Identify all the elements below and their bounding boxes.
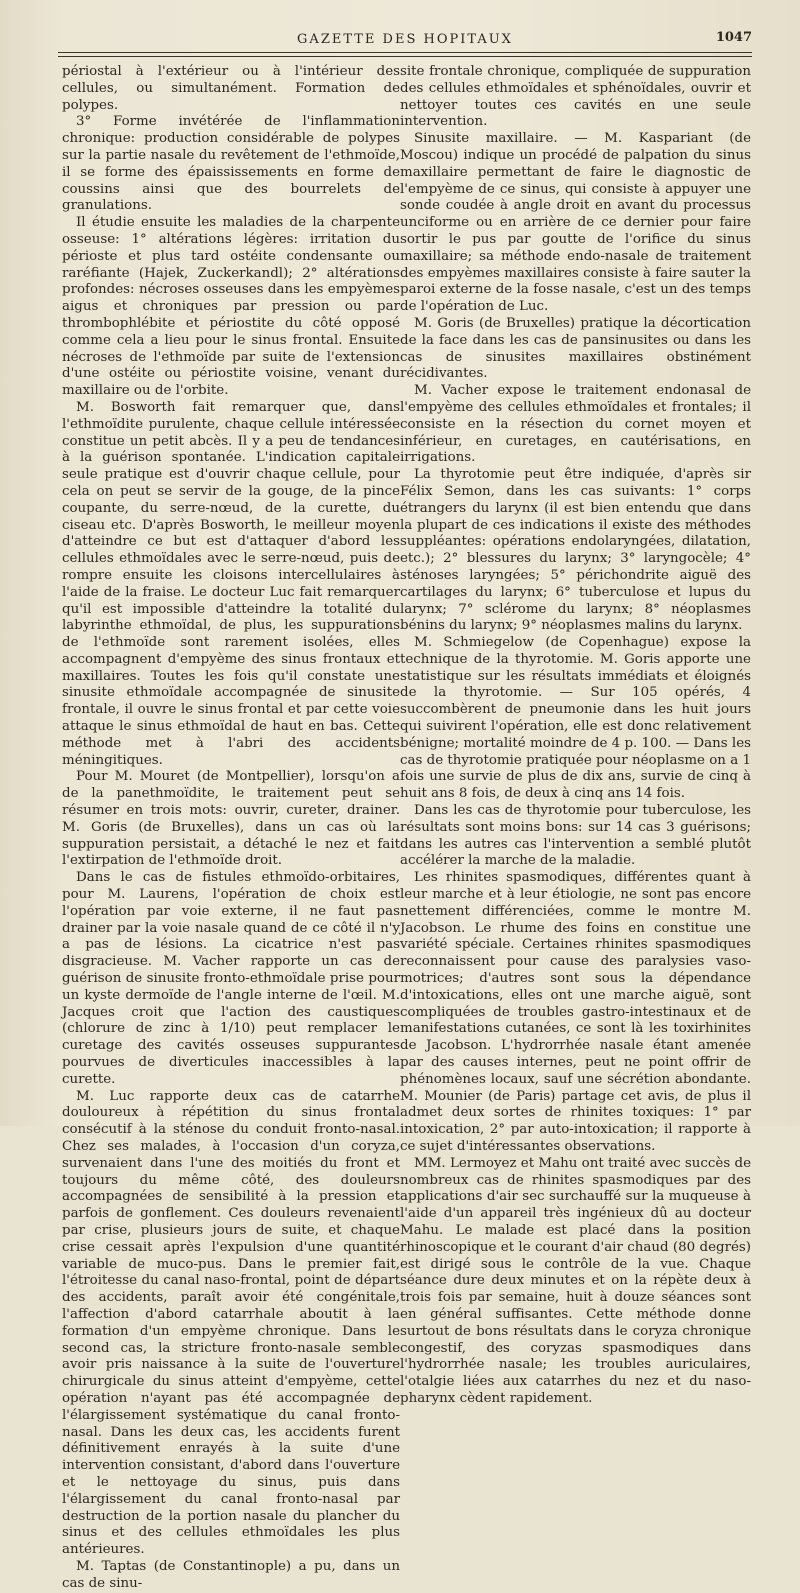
paragraph: M. Goris (de Bruxelles) pratique la décortication de la face dans les cas de pansinusites ou dans les cas de sinusites maxillaires obstinément récidivantes. [400, 315, 751, 382]
paragraph: Les rhinites spasmodiques, différentes quant à leur marche et à leur étiologie, ne sont pas encore nettement différenciées, comme le montre M. Jacobson. Le rhume des foins en constitue une variété spéciale. Certaines rhinites spasmodiques reconnaissent pour cause des paralysies vaso-motrices; d'autres sont sous la dépendance d'intoxications, elles ont une marche aiguë, sont compliquées de troubles gastro-intestinaux et de manifestations cutanées, ce sont là les toxirhinites de Jacobson. L'hydrorrhée nasale étant amenée par des causes internes, peut ne point offrir de phénomènes locaux, sauf une sécrétion abondante. M. Mounier (de Paris) partage cet avis, de plus il admet deux sortes de rhinites toxiques: 1° par intoxication, 2° par auto-intoxication; il rapporte à ce sujet d'intéressantes observations. [400, 870, 751, 1154]
paragraph: M. Bosworth fait remarquer que, dans l'ethmoïdite purulente, chaque cellule intéressée constitue un petit abcès. Il y a peu de tendances à la guérison spontanée. L'indication capitale seule pratique est d'ouvrir chaque cellule, pour cela on peut se servir de la gouge, de la pince coupante, du serre-nœud, de la curette, du ciseau etc. D'après Bosworth, le meilleur moyen d'atteindre ce but est d'attaquer d'abord les cellules ethmoïdales avec le serre-nœud, puis de rompre ensuite les cloisons intercellulaires à l'aide de la fraise. Le docteur Luc fait remarquer qu'il est impossible d'atteindre la totalité du labyrinthe ethmoïdal, de plus, les suppurations de l'ethmoïde sont rarement isolées, elles accompagnent d'empyème des sinus frontaux et maxillaires. Toutes les fois qu'il constate une sinusite ethmoïdale accompagnée de sinusite frontale, il ouvre le sinus frontal et par cette voie attaque le sinus ethmoïdal de haut en bas. Cette méthode met à l'abri des accidents méningitiques. [62, 399, 400, 768]
paragraph: M. Taptas (de Constantinople) a pu, dans un cas de sinu- [62, 1558, 400, 1591]
paragraph: Il étudie ensuite les maladies de la charpente osseuse: 1° altérations légères: irritation du périoste et plus tard ostéite condensante ou raréfiante (Hajek, Zuckerkandl); 2° altérations profondes: nécroses osseuses dans les empyèmes aigus et chroniques par pression ou par thrombophlébite et périostite du côté opposé comme cela a lieu pour le sinus frontal. Ensuite nécroses de l'ethmoïde par suite de l'extension d'une ostéite ou périostite voisine, venant du maxillaire ou de l'orbite. [62, 215, 400, 399]
paragraph: Dans le cas de fistules ethmoïdo-orbitaires, pour M. Laurens, l'opération de choix est l'opération par voie externe, il ne faut pas drainer par la voie nasale quand de ce côté il n'y a pas de lésions. La cicatrice n'est pas disgracieuse. M. Vacher rapporte un cas de guérison de sinusite fronto-ethmoïdale prise pour un kyste dermoïde de l'angle interne de l'œil. M. Jacques croit que l'action des caustiques (chlorure de zinc à 1/10) peut remplacer le curetage des cavités osseuses suppurantes pourvues de diverticules inaccessibles à la curette. [62, 870, 400, 1087]
paragraph: La thyrotomie peut être indiquée, d'après sir Félix Semon, dans les cas suivants: 1° corps étrangers du larynx (il est bien entendu que dans la plupart de ces indications il existe des méthodes suppléantes: opérations endolaryngées, dilatation, etc.); 2° blessures du larynx; 3° laryngocèle; 4° sténoses laryngées; 5° périchondrite aiguë des cartilages du larynx; 6° tuberculose et lupus du larynx; 7° sclérome du larynx; 8° néoplasmes bénins du larynx; 9° néoplasmes malins du larynx. [400, 467, 751, 634]
right-column [400, 64, 751, 1408]
journal-title: GAZETTE DES HOPITAUX [297, 32, 513, 47]
paragraph: périostal à l'extérieur ou à l'intérieur des cellules, ou simultanément. Formation de polypes. [62, 64, 400, 113]
left-column [62, 64, 400, 1593]
paragraph: Pour M. Mouret (de Montpellier), lorsqu'on a de la panethmoïdite, le traitement peut se résumer en trois mots: ouvrir, cureter, drainer. M. Goris (de Bruxelles), dans un cas où la suppuration persistait, a détaché le nez et fait l'extirpation de l'ethmoïde droit. [62, 769, 400, 869]
header-rule-top [58, 52, 752, 53]
page-number: 1047 [715, 30, 752, 45]
paragraph: Dans les cas de thyrotomie pour tuberculose, les résultats sont moins bons: sur 14 cas 3 guérisons; dans les autres cas l'intervention a semblé plutôt accélérer la marche de la maladie. [400, 803, 751, 869]
paragraph: M. Vacher expose le traitement endonasal de l'empyème des cellules ethmoïdales et frontales; il consiste en la résection du cornet moyen et inférieur, en curetages, en cautérisations, en irrigations. [400, 383, 751, 466]
paragraph: M. Schmiegelow (de Copenhague) expose la technique de la thyrotomie. M. Goris apporte une statistique sur les résultats immédiats et éloignés de la thyrotomie. — Sur 105 opérés, 4 succombèrent de pneumonie dans les huit jours qui suivirent l'opération, elle est donc relativement bénigne; mortalité moindre de 4 p. 100. — Dans les cas de thyrotomie pratiquée pour néoplasme on a 1 fois une survie de plus de dix ans, survie de cinq à huit ans 8 fois, de deux à cinq ans 14 fois. [400, 635, 751, 802]
page-header [58, 30, 752, 50]
paragraph: 3° Forme invétérée de l'inflammation chronique: production considérable de polypes sur la partie nasale du revêtement de l'ethmoïde, il se forme des épaississements en forme de coussins ainsi que des bourrelets de granulations. [62, 114, 400, 214]
header-rule-bottom [58, 56, 752, 57]
paragraph: MM. Lermoyez et Mahu ont traité avec succès de nombreux cas de rhinites spasmodiques par des applications d'air sec surchauffé sur la muqueuse à l'aide d'un appareil très ingénieux dû au docteur Mahu. Le malade est placé dans la position rhinoscopique et le courant d'air chaud (80 degrés) est dirigé sous le contrôle de la vue. Chaque séance dure deux minutes et on la répète deux à trois fois par semaine, huit à douze séances sont en général suffisantes. Cette méthode donne surtout de bons résultats dans le coryza chronique congestif, des coryzas spasmodiques dans l'hydrorrhée nasale; les troubles auriculaires, l'otalgie liées aux catarrhes du nez et du naso-pharynx cèdent rapidement. [400, 1155, 751, 1406]
paragraph: Sinusite maxillaire. — M. Kaspariant (de Moscou) indique un procédé de palpation du sinus maxillaire permettant de faire le diagnostic de l'empyème de ce sinus, qui consiste à appuyer une sonde coudée à angle droit en avant du processus unciforme ou en arrière de ce dernier pour faire sortir le pus par goutte de l'orifice du sinus maxillaire; sa méthode endo-nasale de traitement des empyèmes maxillaires consiste à faire sauter la paroi externe de la fosse nasale, c'est un des temps de l'opération de Luc. [400, 131, 751, 315]
paragraph: site frontale chronique, compliquée de suppuration des cellules ethmoïdales et sphénoïdales, ouvrir et nettoyer toutes ces cavités en une seule intervention. [400, 64, 751, 130]
paragraph: M. Luc rapporte deux cas de catarrhe douloureux à répétition du sinus frontal consécutif à la sténose du conduit fronto-nasal. Chez ses malades, à l'occasion d'un coryza, survenaient dans l'une des moitiés du front et toujours du même côté, des douleurs accompagnées de sensibilité à la pression et parfois de gonflement. Ces douleurs revenaient par crise, plusieurs jours de suite, et chaque crise cessait après l'expulsion d'une quantité variable de muco-pus. Dans le premier fait, l'étroitesse du canal naso-frontal, point de départ des accidents, paraît avoir été congénitale, l'affection d'abord catarrhale aboutit à la formation d'un empyème chronique. Dans le second cas, la stricture fronto-nasale semble avoir pris naissance à la suite de l'ouverture chirurgicale du sinus atteint d'empyème, cette opération n'ayant pas été accompagnée de l'élargissement systématique du canal fronto-nasal. Dans les deux cas, les accidents furent définitivement enrayés à la suite d'une intervention consistant, d'abord dans l'ouverture et le nettoyage du sinus, puis dans l'élargissement du canal fronto-nasal par destruction de la portion nasale du plancher du sinus et des cellules ethmoïdales les plus antérieures. [62, 1088, 400, 1558]
